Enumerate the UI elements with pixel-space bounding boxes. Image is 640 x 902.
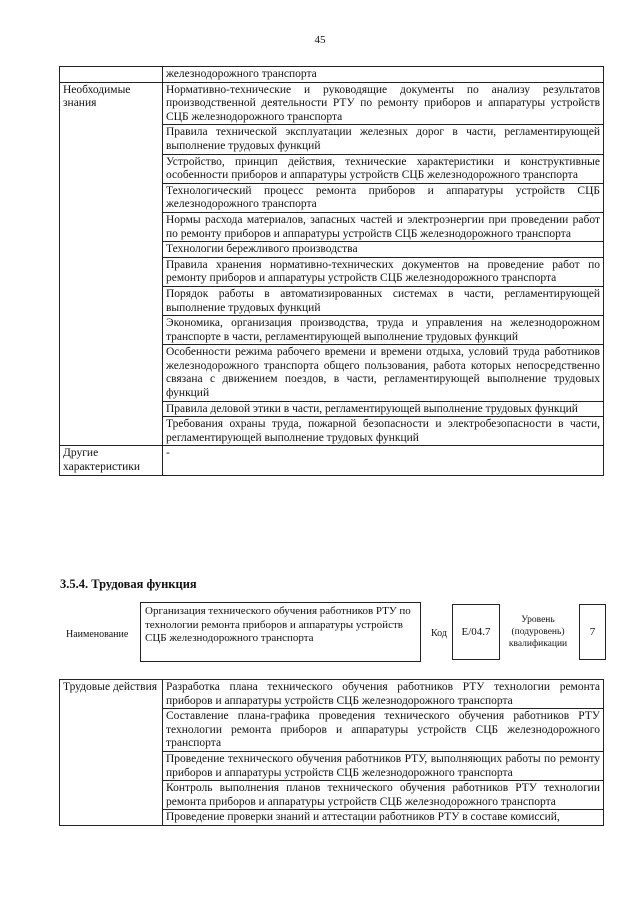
code-value-box: E/04.7 [452, 604, 500, 660]
labor-action-item: Проведение технического обучения работников РТУ, выполняющих работы по ремонту приборов и аппаратуры устройств СЦБ железнодорожного транспорта [163, 751, 604, 780]
labor-action-item: Контроль выполнения планов технического обучения работников РТУ технологии ремонта приборов и аппаратуры устройств СЦБ железнодорожного транспорта [163, 781, 604, 810]
section-title: 3.5.4. Трудовая функция [60, 577, 197, 591]
labor-actions-label-cell: Трудовые действия [60, 680, 163, 826]
other-characteristics-label: Другие характеристики [60, 446, 163, 475]
knowledge-item: Устройство, принцип действия, технические характеристики и конструктивные особенности приборов и аппаратуры устройств СЦБ железнодорожного транспорта [163, 154, 604, 183]
labor-action-item: Разработка плана технического обучения работников РТУ технологии ремонта приборов и аппаратуры устройств СЦБ железнодорожного транспорта [163, 680, 604, 709]
function-name-box: Организация технического обучения работников РТУ по технологии ремонта приборов и аппаратуры устройств СЦБ железнодорожного транспорта [140, 602, 421, 662]
knowledge-item: Экономика, организация производства, труда и управления на железнодорожном транспорте в части, регламентирующей выполнение трудовых функций [163, 316, 604, 345]
labor-action-item: Составление плана-графика проведения технического обучения работников РТУ технологии ремонта приборов и аппаратуры устройств СЦБ железнодорожного транспорта [163, 709, 604, 752]
knowledge-table [59, 66, 604, 476]
knowledge-item: Правила технической эксплуатации железных дорог в части, регламентирующей выполнение трудовых функций [163, 125, 604, 154]
table-row [60, 67, 604, 83]
top-fragment-cell: железнодорожного транспорта [163, 67, 604, 83]
knowledge-item: Требования охраны труда, пожарной безопасности и электробезопасности в части, регламентирующей выполнение трудовых функций [163, 417, 604, 446]
other-characteristics-value: - [163, 446, 604, 475]
knowledge-item: Порядок работы в автоматизированных системах в части, регламентирующей выполнение трудовых функций [163, 286, 604, 315]
knowledge-item: Правила хранения нормативно-технических документов на проведение работ по ремонту приборов и аппаратуры устройств СЦБ железнодорожного транспорта [163, 257, 604, 286]
name-label: Наименование [66, 629, 129, 640]
page-number: 45 [314, 34, 326, 46]
table-row [60, 680, 604, 709]
knowledge-label-cell: Необходимые знания [60, 82, 163, 446]
table-row [60, 446, 604, 475]
table-row [60, 82, 604, 125]
knowledge-item: Технологический процесс ремонта приборов и аппаратуры устройств СЦБ железнодорожного транспорта [163, 183, 604, 212]
labor-actions-table [59, 679, 604, 826]
knowledge-item: Нормы расхода материалов, запасных частей и электроэнергии при проведении работ по ремонту приборов и аппаратуры устройств СЦБ железнодорожного транспорта [163, 212, 604, 241]
knowledge-item: Технологии бережливого производства [163, 242, 604, 258]
empty-label-cell [60, 67, 163, 83]
code-label: Код [431, 628, 447, 639]
knowledge-item: Нормативно-технические и руководящие документы по анализу результатов производственной деятельности РТУ по ремонту приборов и аппаратуры устройств СЦБ железнодорожного транспорта [163, 82, 604, 125]
qualification-level-box: 7 [579, 604, 606, 660]
qualification-level-label: Уровень (подуровень) квалификации [508, 615, 568, 649]
knowledge-item: Правила деловой этики в части, регламентирующей выполнение трудовых функций [163, 401, 604, 417]
knowledge-item: Особенности режима рабочего времени и времени отдыха, условий труда работников железнодорожного транспорта общего пользования, работа которых непосредственно связана с движением поездов, в части, регламентирующей выполнение трудовых функций [163, 345, 604, 401]
labor-action-item: Проведение проверки знаний и аттестации работников РТУ в составе комиссий, [163, 810, 604, 826]
